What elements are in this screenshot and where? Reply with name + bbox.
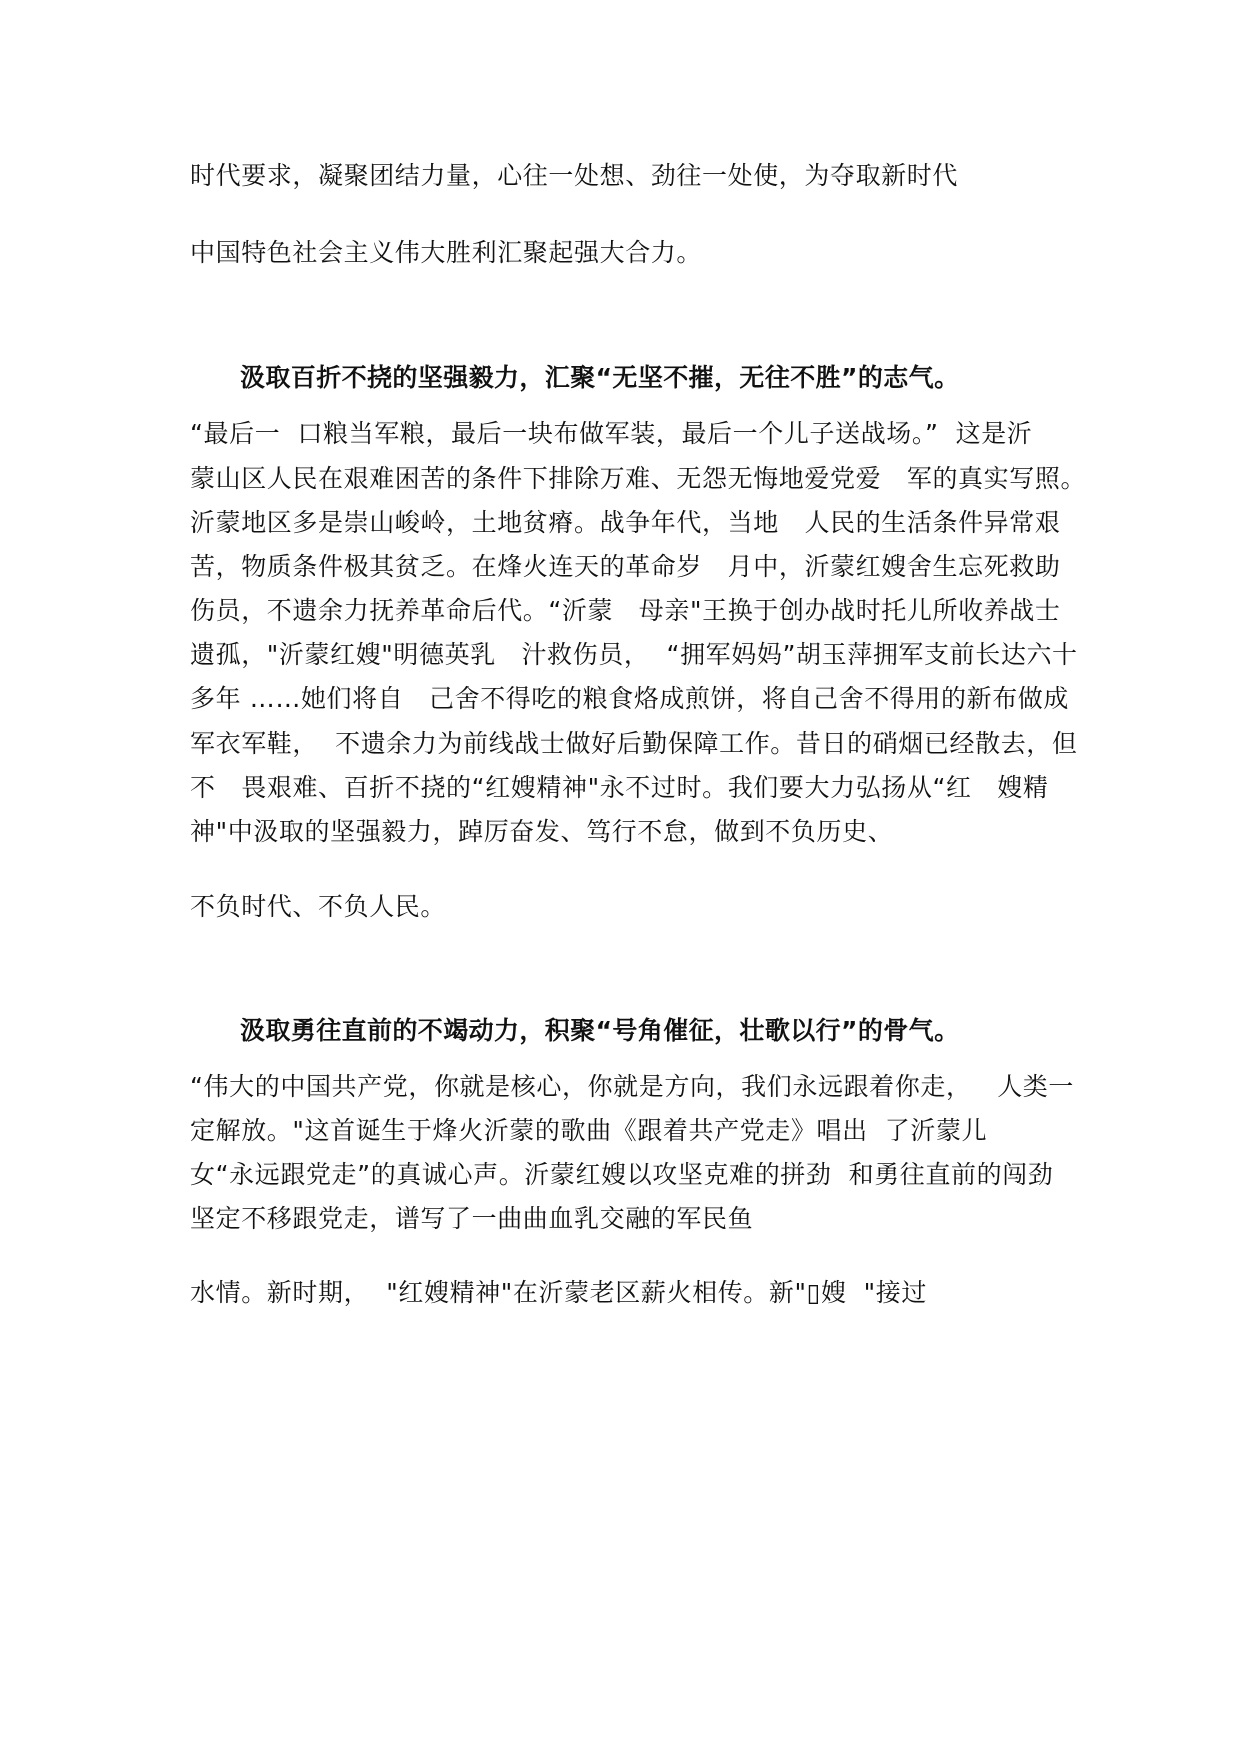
text-line: 伤员，不遗余力抚养革命后代。“沂蒙 母亲"王换于创办战时托儿所收养战士 bbox=[190, 596, 1061, 625]
text-line: 遗孤，"沂蒙红嫂"明德英乳 汁救伤员， “拥军妈妈”胡玉萍拥军支前长达六十 bbox=[190, 640, 1078, 669]
text-line: 女“永远跟党走”的真诚心声。沂蒙红嫂以攻坚克难的拼劲 和勇往直前的闯劲 bbox=[190, 1160, 1054, 1189]
text-line: 水情。新时期， "红嫂精神"在沂蒙老区薪火相传。新"▯嫂 "接过 bbox=[190, 1278, 927, 1307]
text-line: 不 畏艰难、百折不挠的“红嫂精神"永不过时。我们要大力弘扬从“红 嫂精 bbox=[190, 773, 1049, 802]
text-line: 时代要求，凝聚团结力量，心往一处想、劲往一处使，为夺取新时代 bbox=[190, 161, 959, 190]
text-line: 中国特色社会主义伟大胜利汇聚起强大合力。 bbox=[190, 238, 703, 267]
text-line: “最后一 口粮当军粮，最后一块布做军装，最后一个儿子送战场。” 这是沂 bbox=[190, 419, 1033, 448]
section-heading-2: 汲取勇往直前的不竭动力，积聚“号角催征，壮歌以行”的骨气。 bbox=[240, 1016, 960, 1045]
text-line: 坚定不移跟党走，谱写了一曲曲血乳交融的军民鱼 bbox=[190, 1204, 754, 1233]
section-heading-1: 汲取百折不挠的坚强毅力，汇聚“无坚不摧，无往不胜”的志气。 bbox=[240, 363, 960, 392]
text-line: 定解放。"这首诞生于烽火沂蒙的歌曲《跟着共产党走》唱出 了沂蒙儿 bbox=[190, 1116, 988, 1145]
text-line: 军衣军鞋， 不遗余力为前线战士做好后勤保障工作。昔日的硝烟已经散去，但 bbox=[190, 729, 1078, 758]
text-line: 多年 ……她们将自 己舍不得吃的粮食烙成煎饼，将自己舍不得用的新布做成 bbox=[190, 684, 1069, 713]
text-line: 不负时代、不负人民。 bbox=[190, 892, 447, 921]
text-line: 沂蒙地区多是崇山峻岭，土地贫瘠。战争年代，当地 人民的生活条件异常艰 bbox=[190, 508, 1061, 537]
text-line: “伟大的中国共产党，你就是核心，你就是方向，我们永远跟着你走， 人类一 bbox=[190, 1072, 1074, 1101]
text-line: 蒙山区人民在艰难困苦的条件下排除万难、无怨无悔地爱党爱 军的真实写照。 bbox=[190, 464, 1087, 493]
text-line: 神"中汲取的坚强毅力，踔厉奋发、笃行不怠，做到不负历史、 bbox=[190, 817, 894, 846]
text-line: 苦，物质条件极其贫乏。在烽火连天的革命岁 月中，沂蒙红嫂舍生忘死救助 bbox=[190, 552, 1061, 581]
